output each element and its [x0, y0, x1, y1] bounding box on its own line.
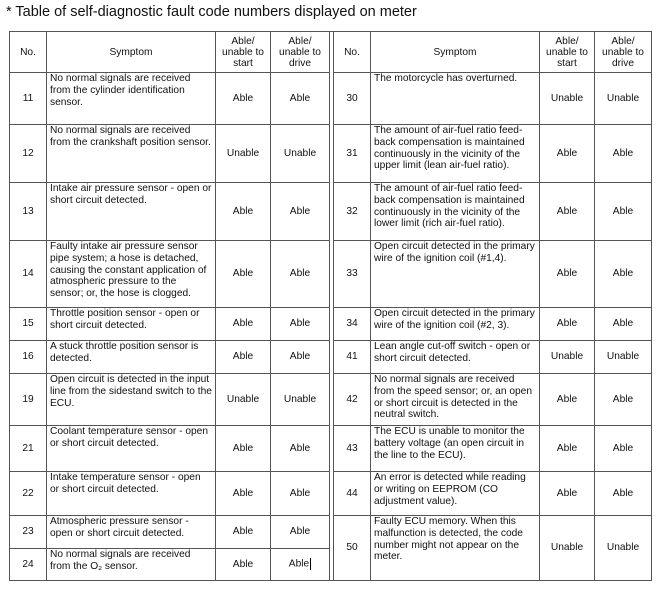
right-symptom: The amount of air-fuel ratio feed-back compensation is maintained continuously in the vicinity of the lower limit (rich air-fuel ratio). — [371, 183, 540, 241]
header-drive: Able/ unable to drive — [595, 32, 652, 73]
left-code-number: 19 — [10, 374, 47, 426]
left-code-number: 15 — [10, 308, 47, 341]
right-code-number: 50 — [334, 516, 371, 581]
header-start: Able/ unable to start — [540, 32, 595, 73]
left-code-number: 13 — [10, 183, 47, 241]
right-symptom: The amount of air-fuel ratio feed-back compensation is maintained continuously in the vicinity of the upper limit (lean air-fuel ratio). — [371, 125, 540, 183]
left-drive-status: Able — [271, 183, 330, 241]
left-symptom: Intake temperature sensor - open or short circuit detected. — [47, 472, 216, 516]
left-start-status: Able — [216, 73, 271, 125]
text-cursor — [310, 558, 311, 570]
right-drive-status: Able — [595, 308, 652, 341]
right-code-number: 33 — [334, 241, 371, 308]
left-drive-status: Able — [271, 341, 330, 374]
left-drive-status: Able — [271, 426, 330, 472]
left-symptom: Coolant temperature sensor - open or short circuit detected. — [47, 426, 216, 472]
left-symptom: No normal signals are received from the O₂ sensor. — [47, 549, 216, 581]
right-drive-status: Unable — [595, 73, 652, 125]
header-row — [10, 32, 652, 73]
right-code-number: 44 — [334, 472, 371, 516]
header-no: No. — [10, 32, 47, 73]
left-symptom: Open circuit is detected in the input line from the sidestand switch to the ECU. — [47, 374, 216, 426]
left-drive-status: Able — [271, 73, 330, 125]
right-symptom: Open circuit detected in the primary wire of the ignition coil (#1,4). — [371, 241, 540, 308]
left-drive-status: Unable — [271, 374, 330, 426]
right-drive-status: Able — [595, 183, 652, 241]
left-start-status: Able — [216, 341, 271, 374]
left-drive-status: Able — [271, 549, 330, 581]
right-symptom: The ECU is unable to monitor the battery voltage (an open circuit in the line to the ECU). — [371, 426, 540, 472]
left-symptom: Faulty intake air pressure sensor pipe system; a hose is detached, causing the constant application of atmospheric pressure to the sensor; or, the hose is clogged. — [47, 241, 216, 308]
left-drive-status: Unable — [271, 125, 330, 183]
right-start-status: Able — [540, 426, 595, 472]
right-symptom: The motorcycle has overturned. — [371, 73, 540, 125]
right-start-status: Unable — [540, 341, 595, 374]
fault-code-table — [9, 31, 652, 581]
right-symptom: Lean angle cut-off switch - open or short circuit detected. — [371, 341, 540, 374]
right-start-status: Able — [540, 308, 595, 341]
right-code-number: 32 — [334, 183, 371, 241]
right-code-number: 42 — [334, 374, 371, 426]
left-code-number: 23 — [10, 516, 47, 549]
left-symptom: A stuck throttle position sensor is detected. — [47, 341, 216, 374]
left-symptom: No normal signals are received from the cylinder identification sensor. — [47, 73, 216, 125]
right-drive-status: Able — [595, 241, 652, 308]
right-symptom: Open circuit detected in the primary wire of the ignition coil (#2, 3). — [371, 308, 540, 341]
right-start-status: Able — [540, 472, 595, 516]
left-drive-status: Able — [271, 241, 330, 308]
left-drive-status: Able — [271, 472, 330, 516]
right-drive-status: Able — [595, 374, 652, 426]
left-start-status: Able — [216, 308, 271, 341]
left-start-status: Able — [216, 426, 271, 472]
right-code-number: 43 — [334, 426, 371, 472]
left-start-status: Able — [216, 472, 271, 516]
left-symptom: Atmospheric pressure sensor - open or short circuit detected. — [47, 516, 216, 549]
left-code-number: 11 — [10, 73, 47, 125]
left-drive-status: Able — [271, 308, 330, 341]
left-code-number: 21 — [10, 426, 47, 472]
right-drive-status: Unable — [595, 516, 652, 581]
right-symptom: No normal signals are received from the speed sensor; or, an open or short circuit is detected in the neutral switch. — [371, 374, 540, 426]
right-start-status: Able — [540, 374, 595, 426]
right-drive-status: Able — [595, 125, 652, 183]
left-drive-status: Able — [271, 516, 330, 549]
left-code-number: 22 — [10, 472, 47, 516]
right-code-number: 31 — [334, 125, 371, 183]
header-symptom: Symptom — [371, 32, 540, 73]
header-drive: Able/ unable to drive — [271, 32, 330, 73]
page-title: * Table of self-diagnostic fault code numbers displayed on meter — [6, 4, 417, 20]
left-start-status: Able — [216, 516, 271, 549]
right-symptom: An error is detected while reading or writing on EEPROM (CO adjustment value). — [371, 472, 540, 516]
left-start-status: Unable — [216, 125, 271, 183]
left-code-number: 14 — [10, 241, 47, 308]
right-drive-status: Able — [595, 426, 652, 472]
left-code-number: 12 — [10, 125, 47, 183]
right-start-status: Able — [540, 241, 595, 308]
left-symptom: Throttle position sensor - open or short circuit detected. — [47, 308, 216, 341]
left-start-status: Able — [216, 549, 271, 581]
right-drive-status: Unable — [595, 341, 652, 374]
left-start-status: Unable — [216, 374, 271, 426]
left-start-status: Able — [216, 241, 271, 308]
left-start-status: Able — [216, 183, 271, 241]
right-code-number: 41 — [334, 341, 371, 374]
header-start: Able/ unable to start — [216, 32, 271, 73]
right-start-status: Able — [540, 125, 595, 183]
right-symptom: Faulty ECU memory. When this malfunction is detected, the code number might not appear on the meter. — [371, 516, 540, 581]
right-code-number: 34 — [334, 308, 371, 341]
right-start-status: Able — [540, 183, 595, 241]
left-code-number: 24 — [10, 549, 47, 581]
right-drive-status: Able — [595, 472, 652, 516]
left-code-number: 16 — [10, 341, 47, 374]
header-no: No. — [334, 32, 371, 73]
header-symptom: Symptom — [47, 32, 216, 73]
left-symptom: No normal signals are received from the crankshaft position sensor. — [47, 125, 216, 183]
right-start-status: Unable — [540, 73, 595, 125]
right-code-number: 30 — [334, 73, 371, 125]
right-start-status: Unable — [540, 516, 595, 581]
left-symptom: Intake air pressure sensor - open or short circuit detected. — [47, 183, 216, 241]
